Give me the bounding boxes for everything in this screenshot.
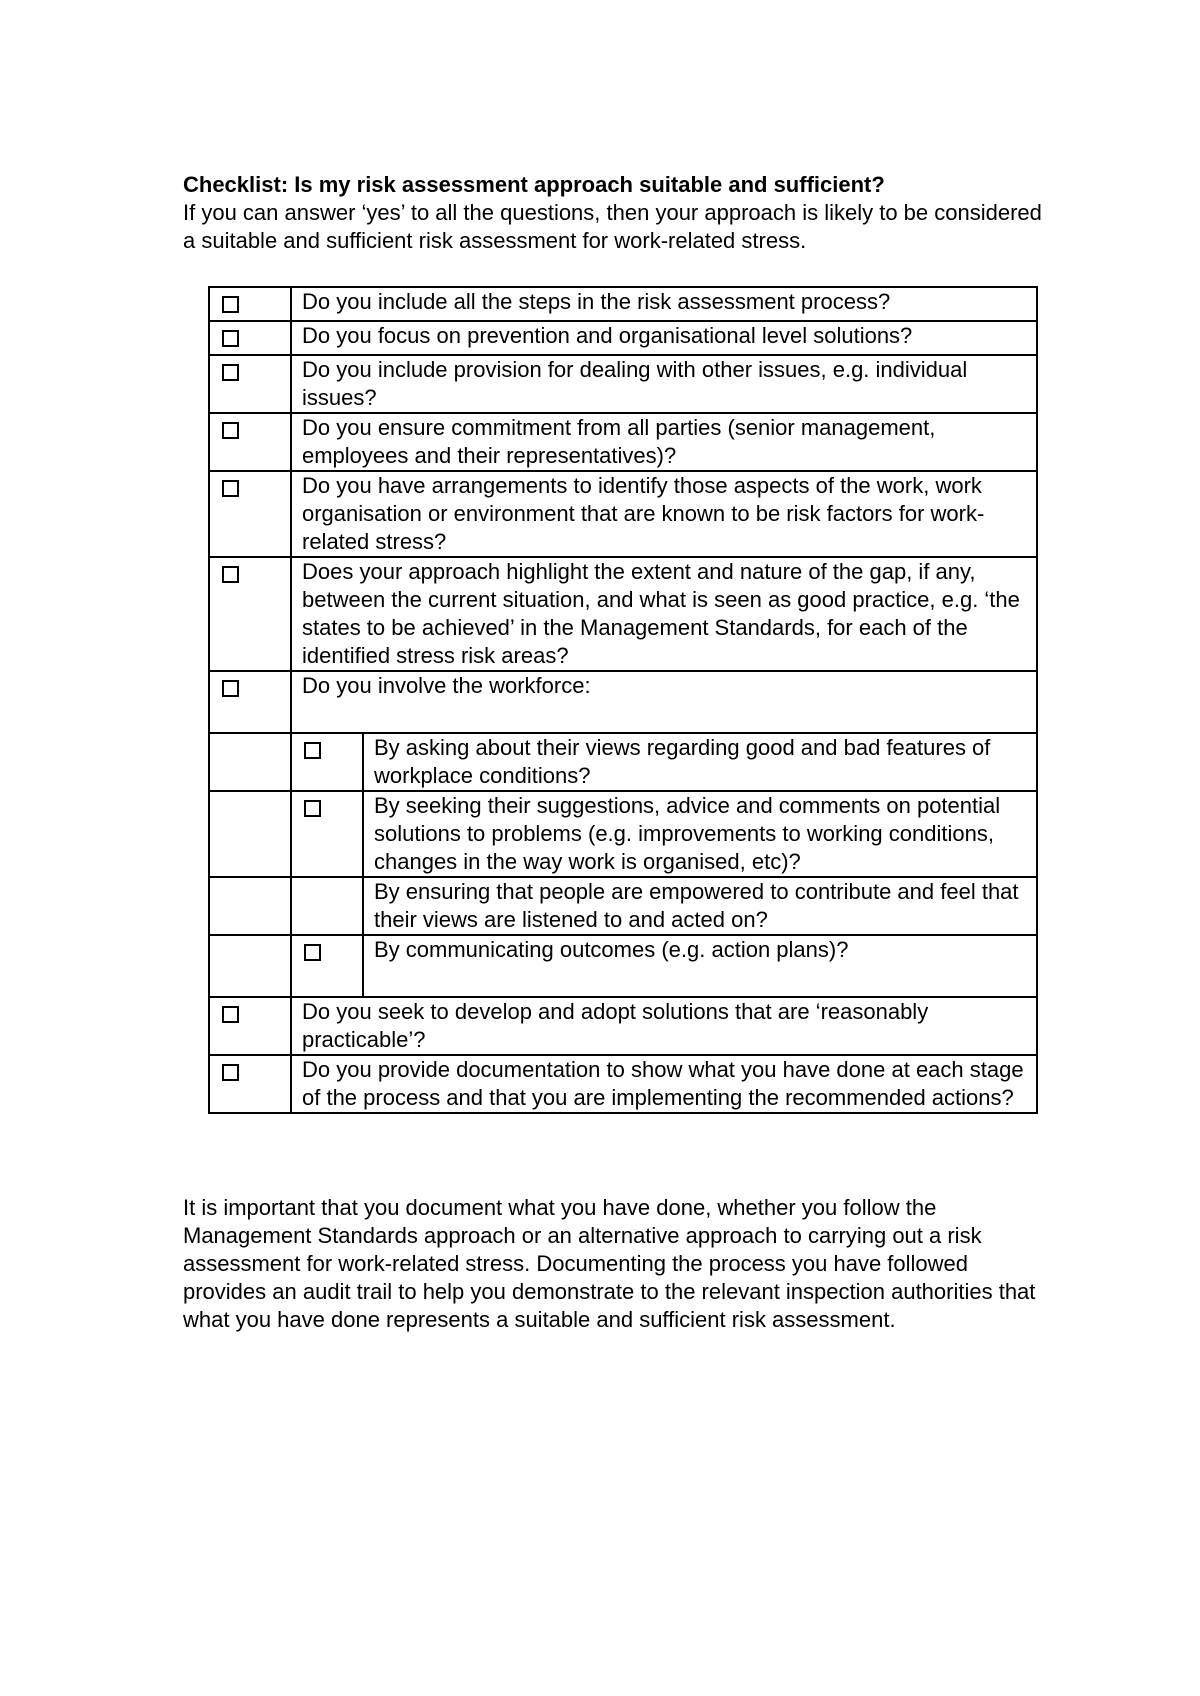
checklist-row <box>209 1055 1037 1113</box>
intro-paragraph: If you can answer ‘yes’ to all the questions, then your approach is likely to be considered a suitable and sufficient risk assessment for work-related stress. <box>183 200 1042 253</box>
checkbox-icon[interactable] <box>222 422 239 439</box>
checklist-row <box>209 321 1037 355</box>
checkbox-icon[interactable] <box>222 566 239 583</box>
checklist-item-text: Do you ensure commitment from all parties (senior management, employees and their representatives)? <box>291 413 1037 471</box>
checklist-sub-row <box>209 877 1037 935</box>
checkbox-icon[interactable] <box>222 296 239 313</box>
checklist-item-text: Do you provide documentation to show what you have done at each stage of the process and that you are implementing the recommended actions? <box>291 1055 1037 1113</box>
checklist-sub-item-text: By seeking their suggestions, advice and comments on potential solutions to problems (e.g. improvements to working conditions, changes in the way work is organised, etc)? <box>363 791 1037 877</box>
checklist-sub-row <box>209 791 1037 877</box>
checklist-row <box>209 355 1037 413</box>
checklist-sub-item-text: By ensuring that people are empowered to contribute and feel that their views are listened to and acted on? <box>363 877 1037 935</box>
checklist-row <box>209 413 1037 471</box>
checklist-item-text: Do you include provision for dealing with other issues, e.g. individual issues? <box>291 355 1037 413</box>
checklist-item-text: Do you include all the steps in the risk assessment process? <box>291 287 1037 321</box>
checklist-row <box>209 287 1037 321</box>
checklist-row <box>209 997 1037 1055</box>
checkbox-icon[interactable] <box>222 364 239 381</box>
checklist-sub-item-text: By communicating outcomes (e.g. action plans)? <box>363 935 1037 997</box>
checkbox-icon[interactable] <box>304 742 321 759</box>
checkbox-icon[interactable] <box>222 1006 239 1023</box>
checkbox-icon[interactable] <box>222 1064 239 1081</box>
checkbox-icon[interactable] <box>222 330 239 347</box>
checklist-sub-row <box>209 733 1037 791</box>
checklist-row <box>209 671 1037 733</box>
checklist-item-text: Do you focus on prevention and organisational level solutions? <box>291 321 1037 355</box>
checkbox-icon[interactable] <box>222 480 239 497</box>
checkbox-icon[interactable] <box>222 680 239 697</box>
checklist-item-text: Do you have arrangements to identify those aspects of the work, work organisation or environment that are known to be risk factors for work-related stress? <box>291 471 1037 557</box>
checklist-row <box>209 471 1037 557</box>
closing-paragraph: It is important that you document what you have done, whether you follow the Management Standards approach or an alternative approach to carrying out a risk assessment for work-related stress. Documenting the process you have followed provides an audit trail to help you demonstrate to the relevant inspection authorities that what you have done represents a suitable and sufficient risk assessment. <box>183 1195 1036 1332</box>
checklist-table <box>208 286 1038 1114</box>
checkbox-icon[interactable] <box>304 800 321 817</box>
document-header <box>183 171 1043 255</box>
checklist-item-text: Do you seek to develop and adopt solutions that are ‘reasonably practicable’? <box>291 997 1037 1055</box>
checklist-item-text: Does your approach highlight the extent and nature of the gap, if any, between the current situation, and what is seen as good practice, e.g. ‘the states to be achieved’ in the Management Standards, for each of the identified stress risk areas? <box>291 557 1037 671</box>
page-title: Checklist: Is my risk assessment approach suitable and sufficient? <box>183 172 885 197</box>
checklist-item-text: Do you involve the workforce: <box>291 671 1037 733</box>
checklist-row <box>209 557 1037 671</box>
checklist-sub-item-text: By asking about their views regarding good and bad features of workplace conditions? <box>363 733 1037 791</box>
checklist-sub-row <box>209 935 1037 997</box>
checkbox-icon[interactable] <box>304 944 321 961</box>
